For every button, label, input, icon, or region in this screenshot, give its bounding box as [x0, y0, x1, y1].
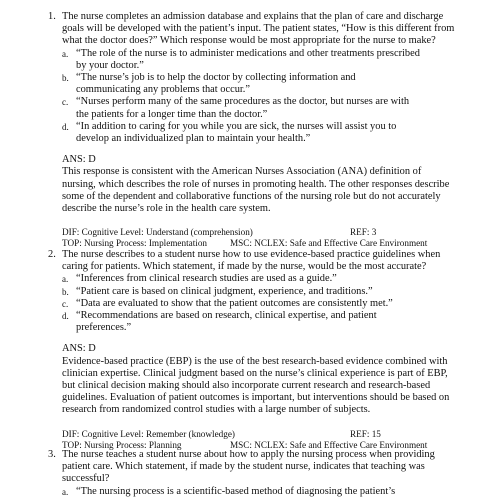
choice-letter: a. — [62, 274, 69, 285]
answer-choices — [62, 273, 462, 334]
answer-choices — [62, 48, 462, 146]
rationale: This response is consistent with the American Nurses Association (ANA) definition of nursing, which describes the role of nurses in promoting health. The other responses describe some of the dependent and collaborative functions of the nursing role but do not accurately describe the nurse’s role in the health care system. — [62, 166, 450, 215]
question-metadata — [62, 227, 462, 249]
question-stem: The nurse describes to a student nurse how to use evidence-based practice guidelines when caring for patients. Which statement, if made by the nurse, would be the most accurate? — [62, 249, 441, 273]
difficulty-label: DIF: Cognitive Level: Remember (knowledge) — [62, 428, 235, 439]
choice-b — [62, 286, 462, 298]
choice-d — [62, 310, 462, 334]
choice-letter: c. — [62, 97, 69, 108]
choice-a — [62, 48, 462, 72]
question-1 — [48, 11, 462, 249]
choice-text: “The role of the nurse is to administer medications and other treatments prescribed by your doctor.” — [76, 47, 420, 71]
msc-label: MSC: NCLEX: Safe and Effective Care Environment — [230, 238, 428, 249]
answer-key: ANS: D — [62, 343, 96, 355]
choice-text: “Patient care is based on clinical judgment, experience, and traditions.” — [76, 285, 373, 297]
answer-key: ANS: D — [62, 154, 96, 166]
reference-label: REF: 3 — [350, 227, 377, 238]
choice-text: “The nurse’s job is to help the doctor by collecting information and communicating any problems that occur.” — [76, 72, 356, 96]
choice-b — [62, 72, 462, 96]
choice-a — [62, 486, 462, 498]
question-stem: The nurse teaches a student nurse about how to apply the nursing process when providing patient care. Which statement, if made by the student nurse, indicates that teaching was successful? — [62, 449, 435, 485]
choice-c — [62, 298, 462, 310]
rationale: Evidence-based practice (EBP) is the use of the best research-based evidence combined with clinician expertise. Clinical judgment based on the nurse’s clinical experience is part of EBP, but clinical decision making should also incorporate current research and research-based guidelines. Evaluation of patient outcomes is important, but interventions should be based on research from randomized control studies with a large number of subjects. — [62, 355, 450, 416]
choice-letter: a. — [62, 486, 69, 497]
choice-text: “The nursing process is a scientific-based method of diagnosing the patient’s — [76, 485, 396, 497]
question-stem: The nurse completes an admission database and explains that the plan of care and discharge goals will be developed with the patient’s input. The patient states, “How is this different from what the doctor does?” Which response would be most appropriate for the nurse to make? — [62, 11, 455, 47]
choice-letter: b. — [62, 286, 69, 297]
choice-c — [62, 96, 462, 120]
reference-label: REF: 15 — [350, 428, 381, 439]
choice-text: “In addition to caring for you while you are sick, the nurses will assist you to develop an individualized plan to maintain your health.” — [76, 120, 397, 145]
question-2 — [48, 249, 462, 451]
question-number: 2. — [48, 249, 56, 260]
question-metadata — [62, 429, 462, 451]
choice-a — [62, 273, 462, 285]
choice-letter: b. — [62, 73, 69, 84]
choice-text: “Recommendations are based on research, clinical expertise, and patient preferences.” — [76, 310, 377, 334]
msc-label: MSC: NCLEX: Safe and Effective Care Environment — [230, 439, 428, 450]
choice-letter: d. — [62, 121, 69, 132]
question-number: 1. — [48, 11, 56, 22]
choice-letter: c. — [62, 298, 69, 309]
topic-label: TOP: Nursing Process: Planning — [62, 439, 182, 450]
choice-letter: d. — [62, 311, 69, 322]
choice-text: “Inferences from clinical research studies are used as a guide.” — [76, 273, 337, 285]
difficulty-label: DIF: Cognitive Level: Understand (comprehension) — [62, 227, 253, 238]
topic-label: TOP: Nursing Process: Implementation — [62, 238, 208, 249]
question-3 — [48, 449, 462, 498]
choice-d — [62, 121, 462, 145]
choice-text: “Nurses perform many of the same procedures as the doctor, but nurses are with the patients for a longer time than the doctor.” — [76, 96, 410, 120]
answer-choices — [62, 486, 462, 498]
choice-text: “Data are evaluated to show that the patient outcomes are consistently met.” — [76, 297, 393, 309]
choice-letter: a. — [62, 48, 69, 59]
question-number: 3. — [48, 449, 56, 460]
